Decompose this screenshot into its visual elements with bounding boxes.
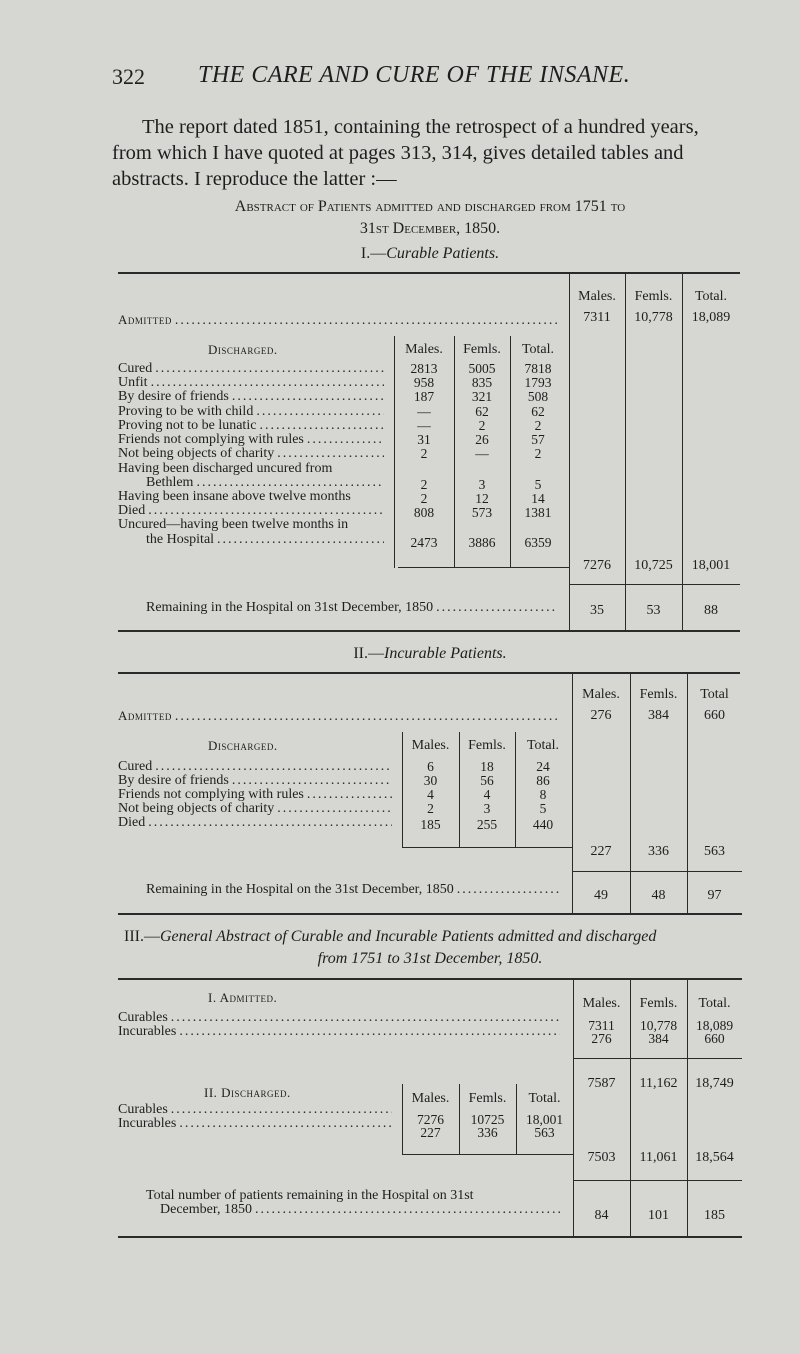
s1-remaining-total: 88	[704, 603, 718, 618]
section1-title-text: Curable Patients.	[386, 245, 500, 262]
table-cell: 808	[413, 505, 435, 520]
section1-col-divider-2	[625, 273, 626, 630]
row-label: Incurables	[118, 1024, 177, 1039]
s3-admitted-total-femls: 11,162	[639, 1076, 678, 1091]
table-cell: —	[417, 418, 431, 433]
section3-top-rule	[118, 978, 742, 980]
s1-remaining-males: 35	[590, 603, 604, 618]
section1-bottom-rule	[118, 630, 740, 632]
s2-header-total: Total	[700, 687, 729, 702]
intro-line-1: The report dated 1851, containing the retrospect of a hundred years,	[142, 116, 699, 138]
table-cell: 2	[420, 446, 428, 461]
table-cell: 660	[704, 1031, 725, 1046]
s3-header-males: Males.	[582, 996, 621, 1011]
s3-sub-header-total: Total.	[528, 1091, 561, 1106]
table-cell: —	[417, 404, 431, 419]
intro-paragraph	[112, 114, 740, 192]
s1-remaining-row	[146, 600, 558, 616]
s1-discharged-total-femls: 10,725	[634, 558, 673, 573]
s1-sub-bottom-rule	[398, 567, 569, 568]
table-cell: 10725	[470, 1112, 505, 1127]
s3-header-total: Total.	[698, 996, 731, 1011]
s2-admitted-femls: 384	[648, 708, 669, 723]
row-label: By desire of friends	[118, 773, 229, 788]
table-row-label-line1: Uncured—having been twelve months in	[118, 517, 349, 532]
s1-sub-header-femls: Femls.	[463, 342, 501, 357]
s3-discharged-total-femls: 11,061	[639, 1150, 678, 1165]
section2-title	[112, 645, 748, 663]
row-label: Not being objects of charity	[118, 446, 275, 461]
table-cell: 3	[478, 477, 486, 492]
table-row	[146, 532, 384, 548]
s1-discharged-total-males: 7276	[583, 558, 611, 573]
table-cell: 24	[536, 759, 550, 774]
s3-discharged-label: II. Discharged.	[204, 1085, 291, 1100]
s2-header-femls: Femls.	[639, 687, 678, 702]
s2-discharged-total-total: 563	[704, 844, 725, 859]
table-cell: 227	[420, 1125, 441, 1140]
s2-sub-bottom-rule	[402, 847, 572, 848]
row-label: December, 1850	[160, 1202, 252, 1217]
section2-bottom-rule	[118, 913, 742, 915]
table-row	[118, 389, 384, 405]
s1-discharged-total-total: 18,001	[691, 558, 731, 573]
table-cell: 5	[534, 477, 542, 492]
s1-sub-header-males: Males.	[405, 342, 443, 357]
s2-remaining-row	[146, 882, 560, 898]
table-cell: 7276	[417, 1112, 444, 1127]
page-number: 322	[112, 64, 145, 89]
table-row	[118, 446, 384, 462]
s3-sub-header-femls: Femls.	[468, 1091, 507, 1106]
section3-title-line2: from 1751 to 31st December, 1850.	[317, 950, 543, 967]
table-cell: 4	[483, 787, 491, 802]
s3-sub-header-males: Males.	[411, 1091, 450, 1106]
table-cell: 62	[531, 404, 545, 419]
s2-remaining-femls: 48	[651, 888, 666, 903]
s3-admitted-rule	[573, 1058, 742, 1059]
s3-discharged-total-total: 18,564	[695, 1150, 734, 1165]
table-cell: 2	[478, 418, 486, 433]
table-cell: 18,001	[525, 1112, 564, 1127]
intro-line-3: abstracts. I reproduce the latter :—	[112, 168, 397, 190]
s3-sub-bottom-rule	[402, 1154, 573, 1155]
row-label: Died	[118, 503, 146, 518]
section2-title-text: Incurable Patients.	[384, 645, 507, 662]
table-cell: 2473	[410, 535, 438, 550]
table-row-label-line1: Having been discharged uncured from	[118, 461, 333, 476]
s1-admitted-femls: 10,778	[634, 310, 673, 325]
table-cell: 255	[476, 817, 498, 832]
table-cell: —	[475, 446, 489, 461]
section1-col-divider-3	[682, 273, 683, 630]
s2-remaining-males: 49	[594, 888, 608, 903]
section3-bottom-rule	[118, 1236, 742, 1238]
s1-sub-header-total: Total.	[521, 342, 555, 357]
row-label: Not being objects of charity	[118, 801, 275, 816]
s3-admitted-total-total: 18,749	[695, 1076, 734, 1091]
row-label: Died	[118, 815, 146, 830]
table-row	[118, 1024, 560, 1040]
table-cell: 6	[427, 759, 434, 774]
table-cell: 573	[471, 505, 493, 520]
table-cell: 18	[480, 759, 494, 774]
section2-title-num: II.—	[353, 645, 384, 662]
s3-header-femls: Femls.	[639, 996, 678, 1011]
table-cell: 2	[427, 801, 434, 816]
section3-title-text: General Abstract of Curable and Incurable Patients admitted and discharged	[159, 928, 657, 945]
row-label: Cured	[118, 361, 153, 376]
row-label: Cured	[118, 759, 153, 774]
section1-col-divider-1	[569, 273, 570, 630]
section3-title-line1	[124, 928, 744, 946]
table-cell: 958	[413, 375, 435, 390]
row-label: Having been insane above twelve months	[118, 489, 351, 504]
s1-header-males: Males.	[578, 289, 616, 304]
table-cell: 3	[483, 801, 491, 816]
table-row	[118, 1116, 392, 1132]
table-cell: 276	[591, 1031, 612, 1046]
table-cell: 2	[420, 491, 428, 506]
s1-header-total: Total.	[694, 289, 728, 304]
s1-admitted-row	[118, 312, 558, 329]
row-label: Unfit	[118, 375, 148, 390]
table-cell: 185	[420, 817, 441, 832]
row-label: Curables	[118, 1010, 168, 1025]
s2-sub-header-total: Total.	[526, 738, 560, 753]
s2-admitted-males: 276	[590, 708, 612, 723]
table-cell: 10,778	[639, 1018, 678, 1033]
table-cell: 384	[648, 1031, 669, 1046]
table-cell: 57	[531, 432, 545, 447]
s3-remaining-males: 84	[594, 1208, 609, 1223]
row-label: Friends not complying with rules	[118, 432, 304, 447]
table-cell: 563	[534, 1125, 555, 1140]
abstract-title-line2: 31st December, 1850.	[359, 220, 501, 237]
s3-remaining-femls: 101	[648, 1208, 669, 1223]
table-cell: 6359	[524, 535, 552, 550]
table-cell: 187	[413, 389, 435, 404]
section3-title-num: III.—	[124, 928, 160, 945]
s1-admitted-males: 7311	[583, 310, 611, 325]
row-label: Remaining in the Hospital on 31st December, 1850	[146, 600, 434, 615]
table-cell: 2	[420, 477, 428, 492]
s2-admitted-label: Admitted	[118, 708, 172, 723]
table-cell: 12	[475, 491, 489, 506]
s3-admitted-total-males: 7587	[587, 1076, 616, 1091]
row-label: Friends not complying with rules	[118, 787, 304, 802]
section1-title	[112, 245, 748, 263]
s2-totals-rule	[572, 871, 742, 872]
table-cell: 31	[417, 432, 431, 447]
s3-remaining-row	[160, 1202, 560, 1218]
s2-header-males: Males.	[582, 687, 620, 702]
table-cell: 1381	[524, 505, 552, 520]
s3-remaining-line1: Total number of patients remaining in the Hospital on 31st	[146, 1188, 474, 1203]
table-cell: 321	[471, 389, 493, 404]
s2-discharged-total-males: 227	[590, 844, 612, 859]
s2-admitted-row	[118, 708, 560, 725]
s1-admitted-total: 18,089	[691, 310, 731, 325]
table-cell: 86	[536, 773, 550, 788]
row-label: Incurables	[118, 1116, 177, 1131]
s2-remaining-total: 97	[707, 888, 722, 903]
s3-remaining-total: 185	[704, 1208, 725, 1223]
row-label: Remaining in the Hospital on the 31st December, 1850	[146, 882, 454, 897]
table-cell: 2813	[410, 361, 438, 376]
table-cell: 30	[423, 773, 438, 788]
table-cell: 62	[475, 404, 489, 419]
table-cell: 508	[527, 389, 549, 404]
s3-discharged-total-males: 7503	[587, 1150, 616, 1165]
table-row	[118, 815, 392, 831]
s2-admitted-total: 660	[704, 708, 725, 723]
row-label: Curables	[118, 1102, 168, 1117]
row-label: Proving to be with child	[118, 404, 254, 419]
table-cell: 26	[475, 432, 489, 447]
running-title: THE CARE AND CURE OF THE INSANE.	[198, 62, 631, 88]
table-cell: 14	[531, 491, 545, 506]
table-cell: 7311	[588, 1018, 615, 1033]
s2-sub-header-femls: Femls.	[468, 738, 506, 753]
table-cell: 7818	[524, 361, 552, 376]
section1-top-rule	[118, 272, 740, 274]
row-label: the Hospital	[146, 532, 215, 547]
table-cell: 1793	[524, 375, 552, 390]
section2-top-rule	[118, 672, 740, 674]
table-cell: 2	[534, 446, 542, 461]
row-label: Proving not to be lunatic	[118, 418, 257, 433]
s2-sub-header-males: Males.	[411, 738, 450, 753]
table-cell: 3886	[468, 535, 496, 550]
abstract-title-line1: Abstract of Patients admitted and discharged from 1751 to	[234, 198, 626, 215]
section1-title-num: I.—	[360, 245, 387, 262]
s3-admitted-label: I. Admitted.	[208, 990, 278, 1005]
s1-remaining-femls: 53	[646, 603, 661, 618]
s1-totals-rule	[569, 584, 740, 585]
table-cell: 8	[539, 787, 547, 802]
row-label: By desire of friends	[118, 389, 229, 404]
s1-discharged-label: Discharged.	[208, 342, 278, 357]
s2-discharged-label: Discharged.	[208, 738, 278, 753]
table-cell: 5005	[468, 361, 496, 376]
table-cell: 4	[427, 787, 434, 802]
s1-admitted-label: Admitted	[118, 312, 172, 327]
table-cell: 440	[532, 817, 554, 832]
row-label: Bethlem	[146, 475, 194, 490]
table-cell: 2	[534, 418, 542, 433]
table-cell: 5	[539, 801, 547, 816]
table-cell: 835	[471, 375, 493, 390]
s3-totals-rule	[573, 1180, 742, 1181]
s2-discharged-total-femls: 336	[648, 844, 669, 859]
s1-header-femls: Femls.	[634, 289, 673, 304]
table-cell: 336	[477, 1125, 498, 1140]
intro-line-2: from which I have quoted at pages 313, 314, gives detailed tables and	[112, 142, 684, 164]
table-cell: 56	[480, 773, 494, 788]
table-cell: 18,089	[695, 1018, 734, 1033]
